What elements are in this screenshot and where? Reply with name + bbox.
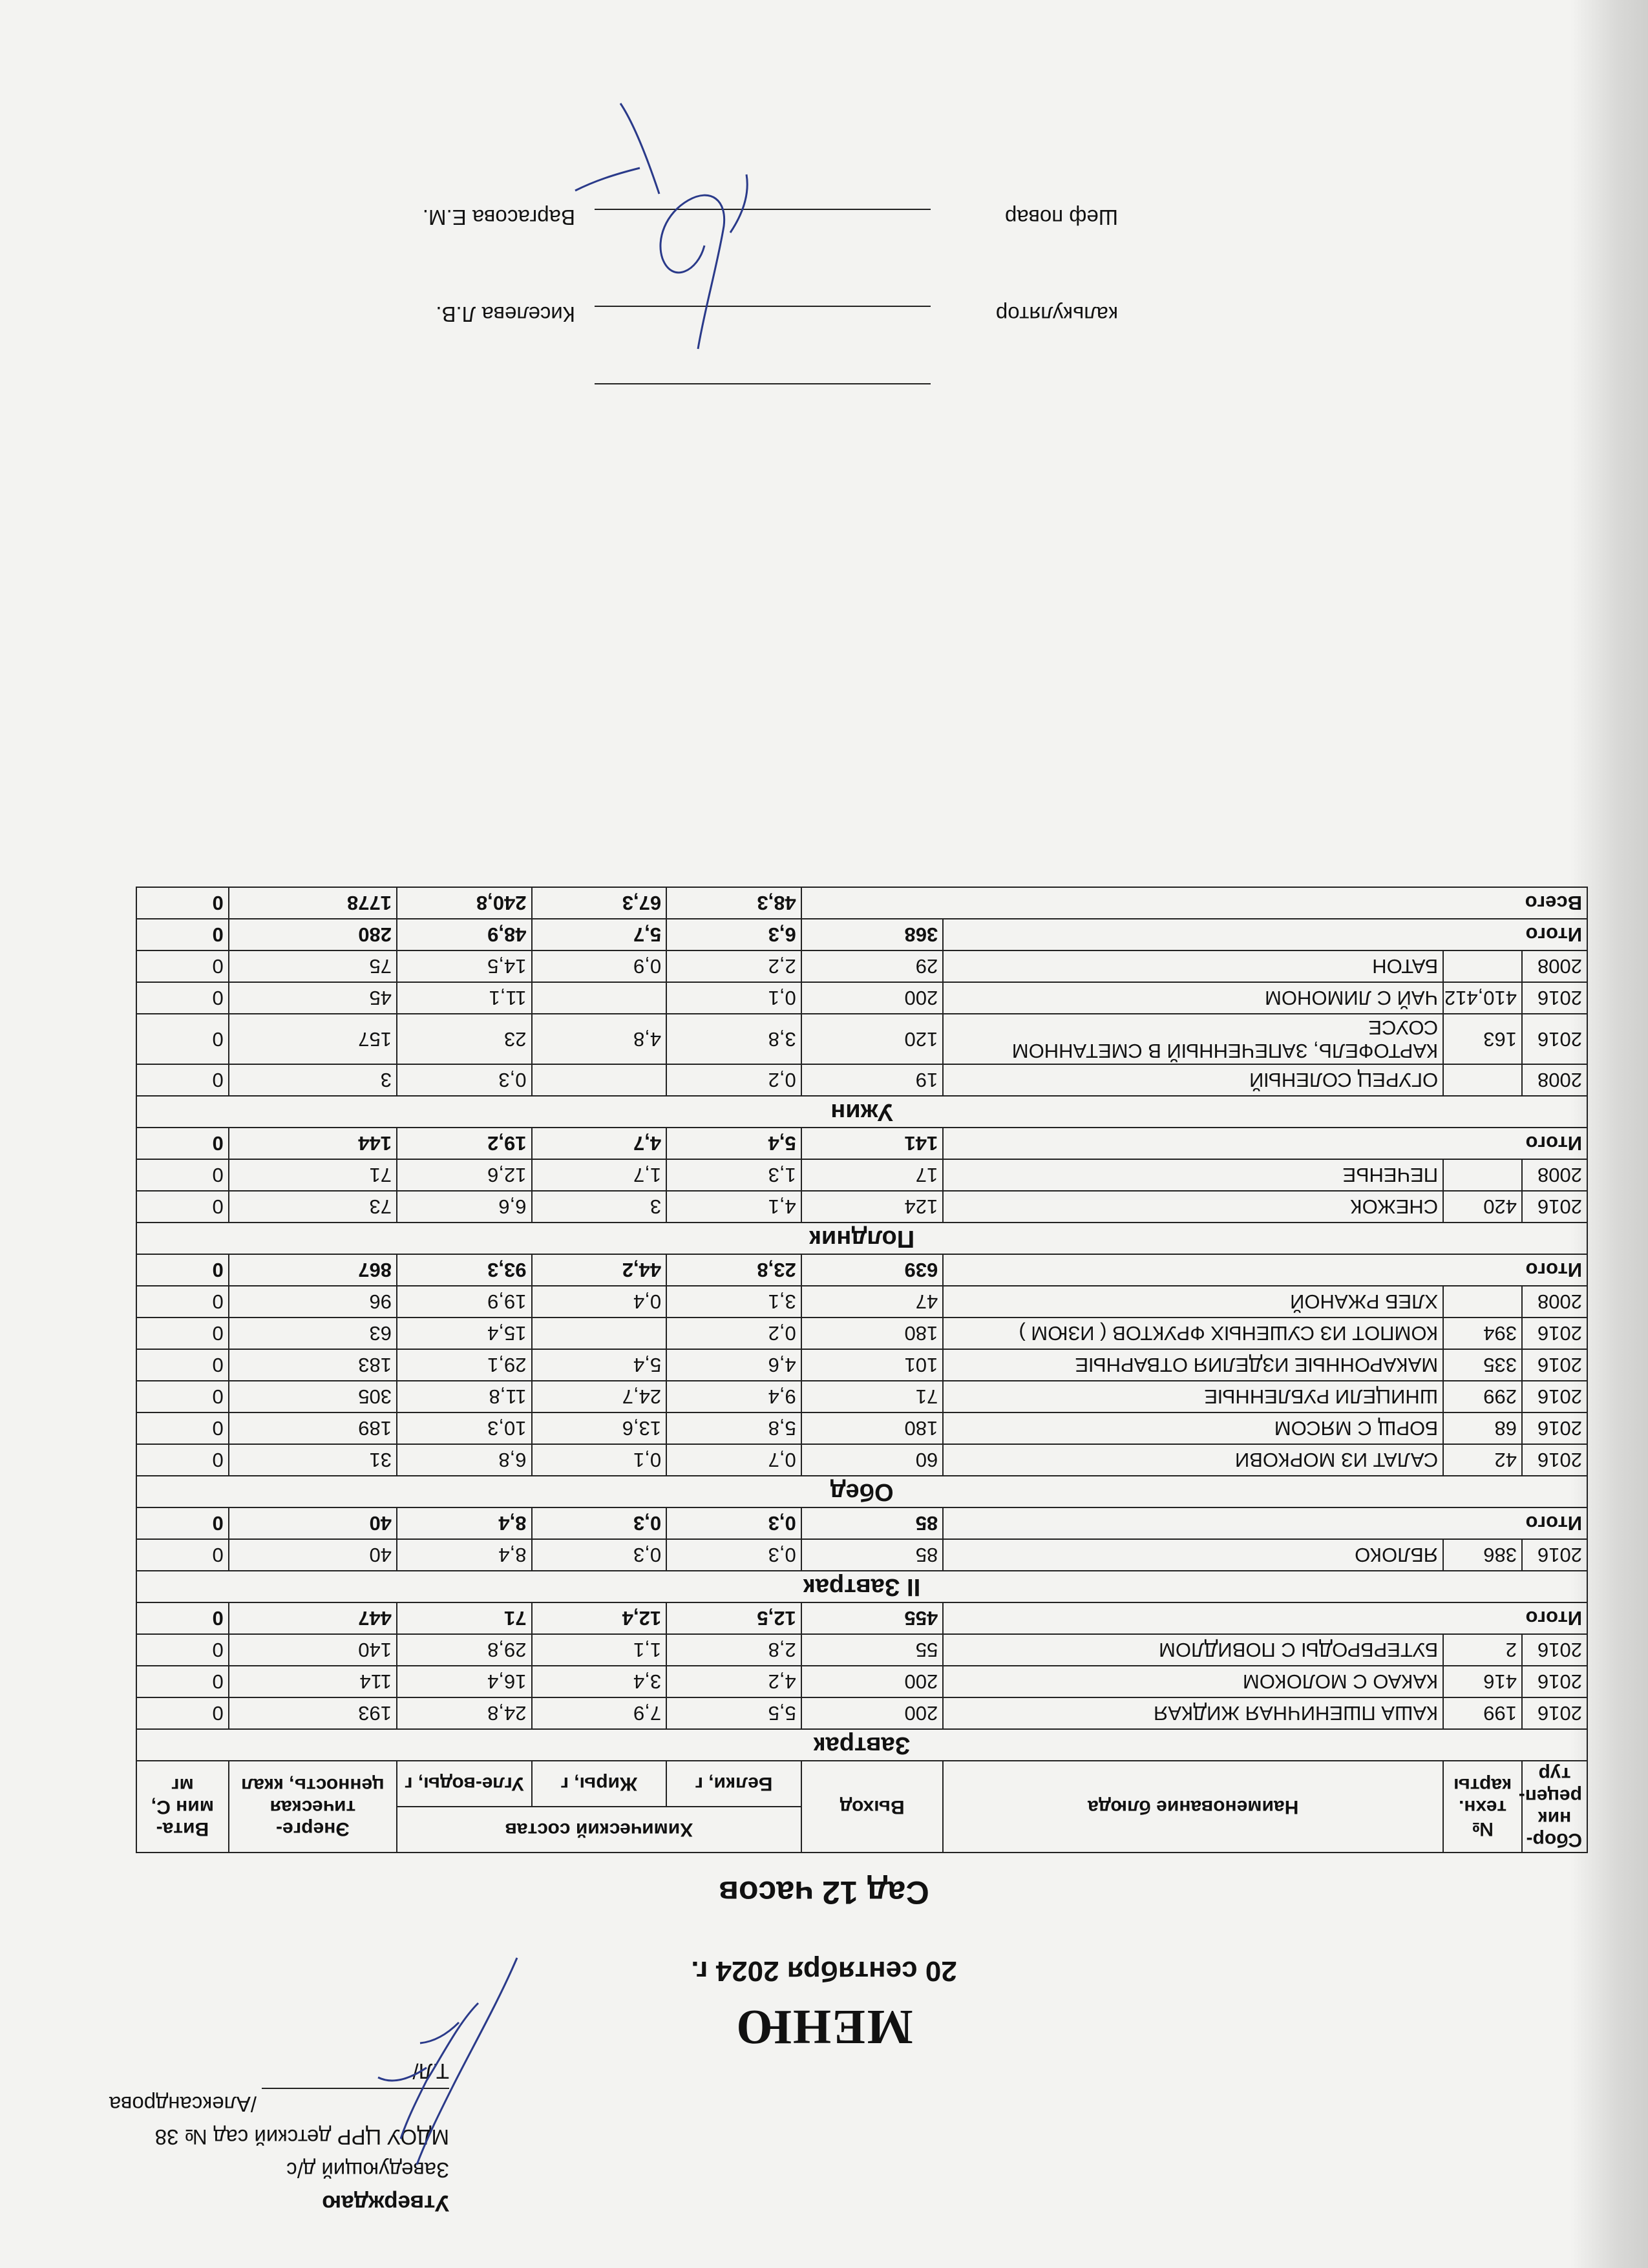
cell-output: 85 — [801, 1539, 944, 1571]
total-output: 141 — [801, 1128, 944, 1159]
section-header-row — [136, 1223, 1587, 1254]
total-carbs: 19,2 — [397, 1128, 532, 1159]
section-title: Завтрак — [136, 1729, 1587, 1761]
cell-collection: 2008 — [1522, 950, 1587, 982]
header-fat: Жиры, г — [532, 1761, 667, 1807]
cell-protein: 5,5 — [666, 1697, 801, 1729]
cell-collection: 2016 — [1522, 1539, 1587, 1571]
cell-output: 19 — [801, 1064, 944, 1096]
cell-fat: 24,7 — [532, 1381, 667, 1412]
approval-title: Утверждаю — [322, 2190, 449, 2216]
cell-vitamin: 0 — [136, 1666, 229, 1697]
cell-vitamin: 0 — [136, 1444, 229, 1476]
section-title: II Завтрак — [136, 1571, 1587, 1602]
cell-card — [1443, 1286, 1522, 1318]
total-fat: 44,2 — [532, 1254, 667, 1286]
total-label: Итого — [943, 1507, 1587, 1539]
cell-energy: 40 — [229, 1539, 397, 1571]
header-output: Выход — [801, 1761, 944, 1853]
cell-vitamin: 0 — [136, 1014, 229, 1064]
cell-carbs: 8,4 — [397, 1539, 532, 1571]
cell-protein: 0,2 — [666, 1064, 801, 1096]
cell-carbs: 16,4 — [397, 1666, 532, 1697]
cell-fat: 5,4 — [532, 1349, 667, 1381]
approval-position: Заведующий д/с — [286, 2158, 449, 2182]
cell-collection: 2016 — [1522, 1697, 1587, 1729]
table-row — [136, 1014, 1587, 1064]
cell-card: 163 — [1443, 1014, 1522, 1064]
cell-output: 17 — [801, 1159, 944, 1191]
cell-collection: 2008 — [1522, 1159, 1587, 1191]
cell-protein: 2,8 — [666, 1634, 801, 1666]
cell-dish: СНЕЖОК — [943, 1191, 1443, 1223]
signature-name: Киселева Л.В. — [436, 302, 575, 326]
cell-card: 386 — [1443, 1539, 1522, 1571]
cell-fat: 3,4 — [532, 1666, 667, 1697]
doc-date: 20 сентября 2024 г. — [691, 1955, 957, 1987]
total-label: Итого — [943, 1602, 1587, 1634]
cell-carbs: 15,4 — [397, 1318, 532, 1349]
total-row — [136, 1507, 1587, 1539]
grand-total-protein: 48,3 — [666, 887, 801, 919]
menu-table — [136, 887, 1588, 1853]
cell-carbs: 12,6 — [397, 1159, 532, 1191]
cell-protein: 4,2 — [666, 1666, 801, 1697]
grand-total-vitamin: 0 — [136, 887, 229, 919]
cell-dish: БУТЕРБРОДЫ С ПОВИДЛОМ — [943, 1634, 1443, 1666]
cell-card — [1443, 1159, 1522, 1191]
table-row — [136, 1539, 1587, 1571]
cell-carbs: 19,9 — [397, 1286, 532, 1318]
cell-energy: 183 — [229, 1349, 397, 1381]
cell-card: 199 — [1443, 1697, 1522, 1729]
section-header-row — [136, 1096, 1587, 1128]
total-carbs: 93,3 — [397, 1254, 532, 1286]
cell-energy: 63 — [229, 1318, 397, 1349]
total-fat: 12,4 — [532, 1602, 667, 1634]
total-label: Итого — [943, 1254, 1587, 1286]
cell-fat: 7,9 — [532, 1697, 667, 1729]
total-carbs: 71 — [397, 1602, 532, 1634]
total-fat: 4,7 — [532, 1128, 667, 1159]
section-title: Ужин — [136, 1096, 1587, 1128]
header-collection: Сбор-ник рецеп-тур — [1522, 1761, 1587, 1853]
doc-subtitle: Сад 12 часов — [719, 1874, 929, 1911]
cell-vitamin: 0 — [136, 1191, 229, 1223]
grand-total-label: Всего — [801, 887, 1587, 919]
cell-dish: САЛАТ ИЗ МОРКОВИ — [943, 1444, 1443, 1476]
cell-fat: 0,9 — [532, 950, 667, 982]
cell-fat — [532, 1318, 667, 1349]
cell-dish: КАША ПШЕНИЧНАЯ ЖИДКАЯ — [943, 1697, 1443, 1729]
cell-energy: 114 — [229, 1666, 397, 1697]
cell-carbs: 11,8 — [397, 1381, 532, 1412]
cell-energy: 157 — [229, 1014, 397, 1064]
cell-protein: 3,8 — [666, 1014, 801, 1064]
cell-vitamin: 0 — [136, 1349, 229, 1381]
cell-carbs: 10,3 — [397, 1412, 532, 1444]
cell-fat: 13,6 — [532, 1412, 667, 1444]
total-energy: 867 — [229, 1254, 397, 1286]
cell-vitamin: 0 — [136, 1159, 229, 1191]
cell-vitamin: 0 — [136, 1697, 229, 1729]
signature-role: калькулятор — [995, 302, 1118, 326]
cell-card: 68 — [1443, 1412, 1522, 1444]
cell-vitamin: 0 — [136, 950, 229, 982]
cell-carbs: 0,3 — [397, 1064, 532, 1096]
cell-card: 299 — [1443, 1381, 1522, 1412]
cell-dish: ЧАЙ С ЛИМОНОМ — [943, 982, 1443, 1014]
table-row — [136, 1412, 1587, 1444]
table-row — [136, 1697, 1587, 1729]
cell-energy: 75 — [229, 950, 397, 982]
cell-collection: 2016 — [1522, 1666, 1587, 1697]
total-output: 368 — [801, 919, 944, 950]
signature-line-extra — [595, 383, 931, 384]
cell-dish: ШНИЦЕЛИ РУБЛЕННЫЕ — [943, 1381, 1443, 1412]
total-output: 85 — [801, 1507, 944, 1539]
table-row — [136, 1634, 1587, 1666]
section-header-row — [136, 1729, 1587, 1761]
cell-fat: 1,7 — [532, 1159, 667, 1191]
total-protein: 5,4 — [666, 1128, 801, 1159]
total-vitamin: 0 — [136, 1254, 229, 1286]
section-title: Полдник — [136, 1223, 1587, 1254]
table-row — [136, 1666, 1587, 1697]
cell-carbs: 6,8 — [397, 1444, 532, 1476]
menu-body — [136, 887, 1587, 1761]
cell-energy: 140 — [229, 1634, 397, 1666]
cell-energy: 3 — [229, 1064, 397, 1096]
cell-fat: 0,1 — [532, 1444, 667, 1476]
cell-fat: 0,4 — [532, 1286, 667, 1318]
total-vitamin: 0 — [136, 1507, 229, 1539]
cell-dish: КОМПОТ ИЗ СУШЕНЫХ ФРУКТОВ ( ИЗЮМ ) — [943, 1318, 1443, 1349]
cell-protein: 0,7 — [666, 1444, 801, 1476]
approval-org: МДОУ ЦРР детский сад № 38 — [154, 2125, 449, 2149]
cell-energy: 189 — [229, 1412, 397, 1444]
cell-fat — [532, 1064, 667, 1096]
signature-role: Шеф повар — [1004, 205, 1118, 229]
cell-protein: 0,2 — [666, 1318, 801, 1349]
chef-signature — [549, 90, 808, 362]
cell-card: 394 — [1443, 1318, 1522, 1349]
cell-energy: 73 — [229, 1191, 397, 1223]
cell-carbs: 29,8 — [397, 1634, 532, 1666]
total-fat: 0,3 — [532, 1507, 667, 1539]
cell-output: 101 — [801, 1349, 944, 1381]
grand-total-fat: 67,3 — [532, 887, 667, 919]
cell-collection: 2016 — [1522, 1191, 1587, 1223]
cell-dish: КАРТОФЕЛЬ, ЗАПЕЧЕННЫЙ В СМЕТАННОМ СОУСЕ — [943, 1014, 1443, 1064]
cell-protein: 3,1 — [666, 1286, 801, 1318]
cell-dish: МАКАРОННЫЕ ИЗДЕЛИЯ ОТВАРНЫЕ — [943, 1349, 1443, 1381]
header-dish: Наименование блюда — [943, 1761, 1443, 1853]
approval-signatory: /Александрова Т.Л/ — [109, 2059, 449, 2116]
cell-carbs: 14,5 — [397, 950, 532, 982]
table-row — [136, 1381, 1587, 1412]
cell-carbs: 6,6 — [397, 1191, 532, 1223]
cell-carbs: 29,1 — [397, 1349, 532, 1381]
header-protein: Белки, г — [666, 1761, 801, 1807]
total-row — [136, 1128, 1587, 1159]
total-energy: 40 — [229, 1507, 397, 1539]
total-vitamin: 0 — [136, 1602, 229, 1634]
cell-protein: 4,1 — [666, 1191, 801, 1223]
header-chem: Химический состав — [397, 1807, 801, 1853]
cell-collection: 2016 — [1522, 1444, 1587, 1476]
total-vitamin: 0 — [136, 919, 229, 950]
total-row — [136, 919, 1587, 950]
cell-energy: 193 — [229, 1697, 397, 1729]
total-vitamin: 0 — [136, 1128, 229, 1159]
total-label: Итого — [943, 919, 1587, 950]
cell-vitamin: 0 — [136, 1286, 229, 1318]
cell-fat: 3 — [532, 1191, 667, 1223]
cell-vitamin: 0 — [136, 1381, 229, 1412]
cell-fat: 4,8 — [532, 1014, 667, 1064]
cell-dish: БАТОН — [943, 950, 1443, 982]
cell-card: 410,412 — [1443, 982, 1522, 1014]
cell-energy: 31 — [229, 1444, 397, 1476]
cell-vitamin: 0 — [136, 1412, 229, 1444]
cell-protein: 2,2 — [666, 950, 801, 982]
cell-card — [1443, 1064, 1522, 1096]
cell-card: 416 — [1443, 1666, 1522, 1697]
total-protein: 6,3 — [666, 919, 801, 950]
table-row — [136, 950, 1587, 982]
cell-energy: 96 — [229, 1286, 397, 1318]
total-energy: 280 — [229, 919, 397, 950]
cell-collection: 2008 — [1522, 1064, 1587, 1096]
cell-protein: 0,3 — [666, 1539, 801, 1571]
cell-fat — [532, 982, 667, 1014]
header-card: № техн. карты — [1443, 1761, 1522, 1853]
total-label: Итого — [943, 1128, 1587, 1159]
total-protein: 23,8 — [666, 1254, 801, 1286]
cell-output: 200 — [801, 1697, 944, 1729]
table-row — [136, 1286, 1587, 1318]
cell-output: 124 — [801, 1191, 944, 1223]
cell-collection: 2016 — [1522, 1349, 1587, 1381]
cell-output: 200 — [801, 1666, 944, 1697]
cell-collection: 2016 — [1522, 1634, 1587, 1666]
cell-output: 47 — [801, 1286, 944, 1318]
total-protein: 12,5 — [666, 1602, 801, 1634]
cell-protein: 0,1 — [666, 982, 801, 1014]
cell-card — [1443, 950, 1522, 982]
doc-title: МЕНЮ — [735, 2000, 913, 2054]
cell-dish: ХЛЕБ РЖАНОЙ — [943, 1286, 1443, 1318]
cell-protein: 5,8 — [666, 1412, 801, 1444]
cell-fat: 1,1 — [532, 1634, 667, 1666]
cell-dish: БОРЩ С МЯСОМ — [943, 1412, 1443, 1444]
cell-output: 29 — [801, 950, 944, 982]
table-row — [136, 1444, 1587, 1476]
cell-collection: 2016 — [1522, 1412, 1587, 1444]
cell-output: 180 — [801, 1318, 944, 1349]
cell-protein: 1,3 — [666, 1159, 801, 1191]
total-row — [136, 1254, 1587, 1286]
cell-vitamin: 0 — [136, 982, 229, 1014]
cell-protein: 9,4 — [666, 1381, 801, 1412]
cell-energy: 45 — [229, 982, 397, 1014]
total-output: 639 — [801, 1254, 944, 1286]
total-carbs: 48,9 — [397, 919, 532, 950]
header-energy: Энерге-тическая ценность, ккал — [229, 1761, 397, 1853]
cell-energy: 71 — [229, 1159, 397, 1191]
total-output: 455 — [801, 1602, 944, 1634]
table-row — [136, 1064, 1587, 1096]
grand-total-row — [136, 887, 1587, 919]
table-row — [136, 1191, 1587, 1223]
header-carbs: Угле-воды, г — [397, 1761, 532, 1807]
table-row — [136, 1159, 1587, 1191]
total-protein: 0,3 — [666, 1507, 801, 1539]
cell-dish: ЯБЛОКО — [943, 1539, 1443, 1571]
cell-card: 335 — [1443, 1349, 1522, 1381]
cell-dish: КАКАО С МОЛОКОМ — [943, 1666, 1443, 1697]
section-title: Обед — [136, 1476, 1587, 1507]
cell-vitamin: 0 — [136, 1634, 229, 1666]
cell-output: 55 — [801, 1634, 944, 1666]
cell-output: 71 — [801, 1381, 944, 1412]
total-energy: 447 — [229, 1602, 397, 1634]
cell-collection: 2016 — [1522, 1318, 1587, 1349]
cell-collection: 2008 — [1522, 1286, 1587, 1318]
cell-vitamin: 0 — [136, 1539, 229, 1571]
cell-vitamin: 0 — [136, 1318, 229, 1349]
signature-name: Варгасова Е.М. — [422, 205, 575, 229]
table-row — [136, 1318, 1587, 1349]
cell-output: 60 — [801, 1444, 944, 1476]
cell-dish: ПЕЧЕНЬЕ — [943, 1159, 1443, 1191]
cell-card: 2 — [1443, 1634, 1522, 1666]
cell-vitamin: 0 — [136, 1064, 229, 1096]
cell-carbs: 24,8 — [397, 1697, 532, 1729]
section-header-row — [136, 1571, 1587, 1602]
cell-output: 180 — [801, 1412, 944, 1444]
total-energy: 144 — [229, 1128, 397, 1159]
cell-protein: 4,6 — [666, 1349, 801, 1381]
table-row — [136, 982, 1587, 1014]
cell-carbs: 23 — [397, 1014, 532, 1064]
grand-total-carbs: 240,8 — [397, 887, 532, 919]
cell-card: 420 — [1443, 1191, 1522, 1223]
cell-output: 200 — [801, 982, 944, 1014]
cell-output: 120 — [801, 1014, 944, 1064]
cell-energy: 305 — [229, 1381, 397, 1412]
header-vitamin: Вита-мин С, мг — [136, 1761, 229, 1853]
cell-dish: ОГУРЕЦ СОЛЕНЫЙ — [943, 1064, 1443, 1096]
cell-fat: 0,3 — [532, 1539, 667, 1571]
cell-collection: 2016 — [1522, 1014, 1587, 1064]
grand-total-energy: 1778 — [229, 887, 397, 919]
cell-carbs: 11,1 — [397, 982, 532, 1014]
cell-card: 42 — [1443, 1444, 1522, 1476]
total-fat: 5,7 — [532, 919, 667, 950]
section-header-row — [136, 1476, 1587, 1507]
total-carbs: 8,4 — [397, 1507, 532, 1539]
total-row — [136, 1602, 1587, 1634]
table-row — [136, 1349, 1587, 1381]
cell-collection: 2016 — [1522, 982, 1587, 1014]
cell-collection: 2016 — [1522, 1381, 1587, 1412]
